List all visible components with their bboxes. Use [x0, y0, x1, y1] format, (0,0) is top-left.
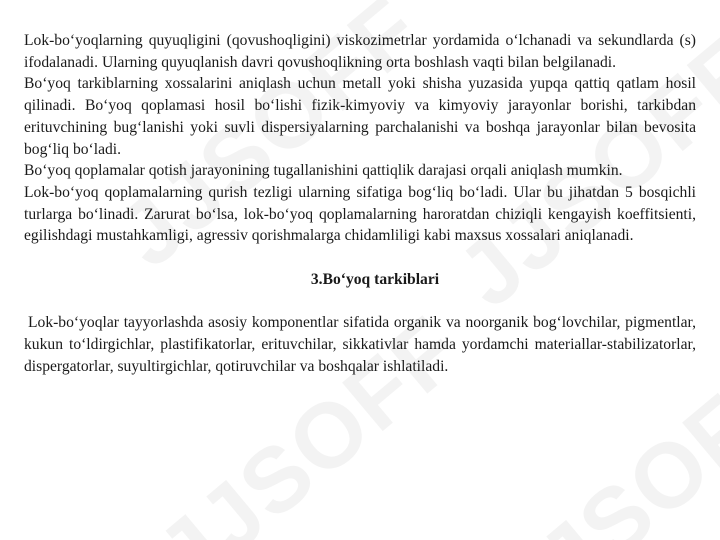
spacer	[24, 247, 696, 269]
paragraph-components: Lok-bo‘yoqlar tayyorlashda asosiy komponentlar sifatida organik va noorganik bog‘lovchilar, pigmentlar, kukun to‘ldirgichlar, plastifikatorlar, erituvchilar, sikkativlar hamda yordamchi materiallar-stabilizatorlar, dispergatorlar, suyultirgichlar, qotiruvchilar va boshqalar ishlatiladi.	[24, 314, 696, 375]
paragraph-drying-speed: Lok-bo‘yoq qoplamalarning qurish tezligi ularning sifatiga bog‘liq bo‘ladi. Ular bu jihatdan 5 bosqichli turlarga bo‘linadi. Zarurat bo‘lsa, lok-bo‘yoq qoplamalarning haroratdan chiziqli kengayish koeffitsienti, egilishdagi mustahkamligi, agressiv qorishmalarga chidamliligi kabi maxsus xossalari aniqlanadi.	[24, 183, 696, 245]
paragraph-film-formation: Bo‘yoq tarkiblarning xossalarini aniqlash uchun metall yoki shisha yuzasida yupqa qattiq qatlam hosil qilinadi. Bo‘yoq qoplamasi hosil bo‘lishi fizik-kimyoviy va kimyoviy jarayonlar borishi, tarkibdan erituvchining bug‘lanishi yoki suvli dispersiyalarning parchalanishi va boshqa jarayonlar bilan bevosita bog‘liq bo‘ladi.	[24, 75, 696, 158]
paragraph-hardness: Bo‘yoq qoplamalar qotish jarayonining tugallanishini qattiqlik darajasi orqali aniqlash mumkin.	[24, 162, 623, 180]
paragraph-viscosity: Lok-bo‘yoqlarning quyuqligini (qovushoqligini) viskozimetrlar yordamida o‘lchanadi va sekundlarda (s) ifodalanadi. Ularning quyuqlanish davri qovushoqlikning orta boshlash vaqti bilan belgilanadi.	[24, 32, 696, 71]
spacer	[24, 290, 696, 312]
document-body	[24, 30, 696, 377]
section-heading: 3.Bo‘yoq tarkiblari	[310, 270, 440, 288]
